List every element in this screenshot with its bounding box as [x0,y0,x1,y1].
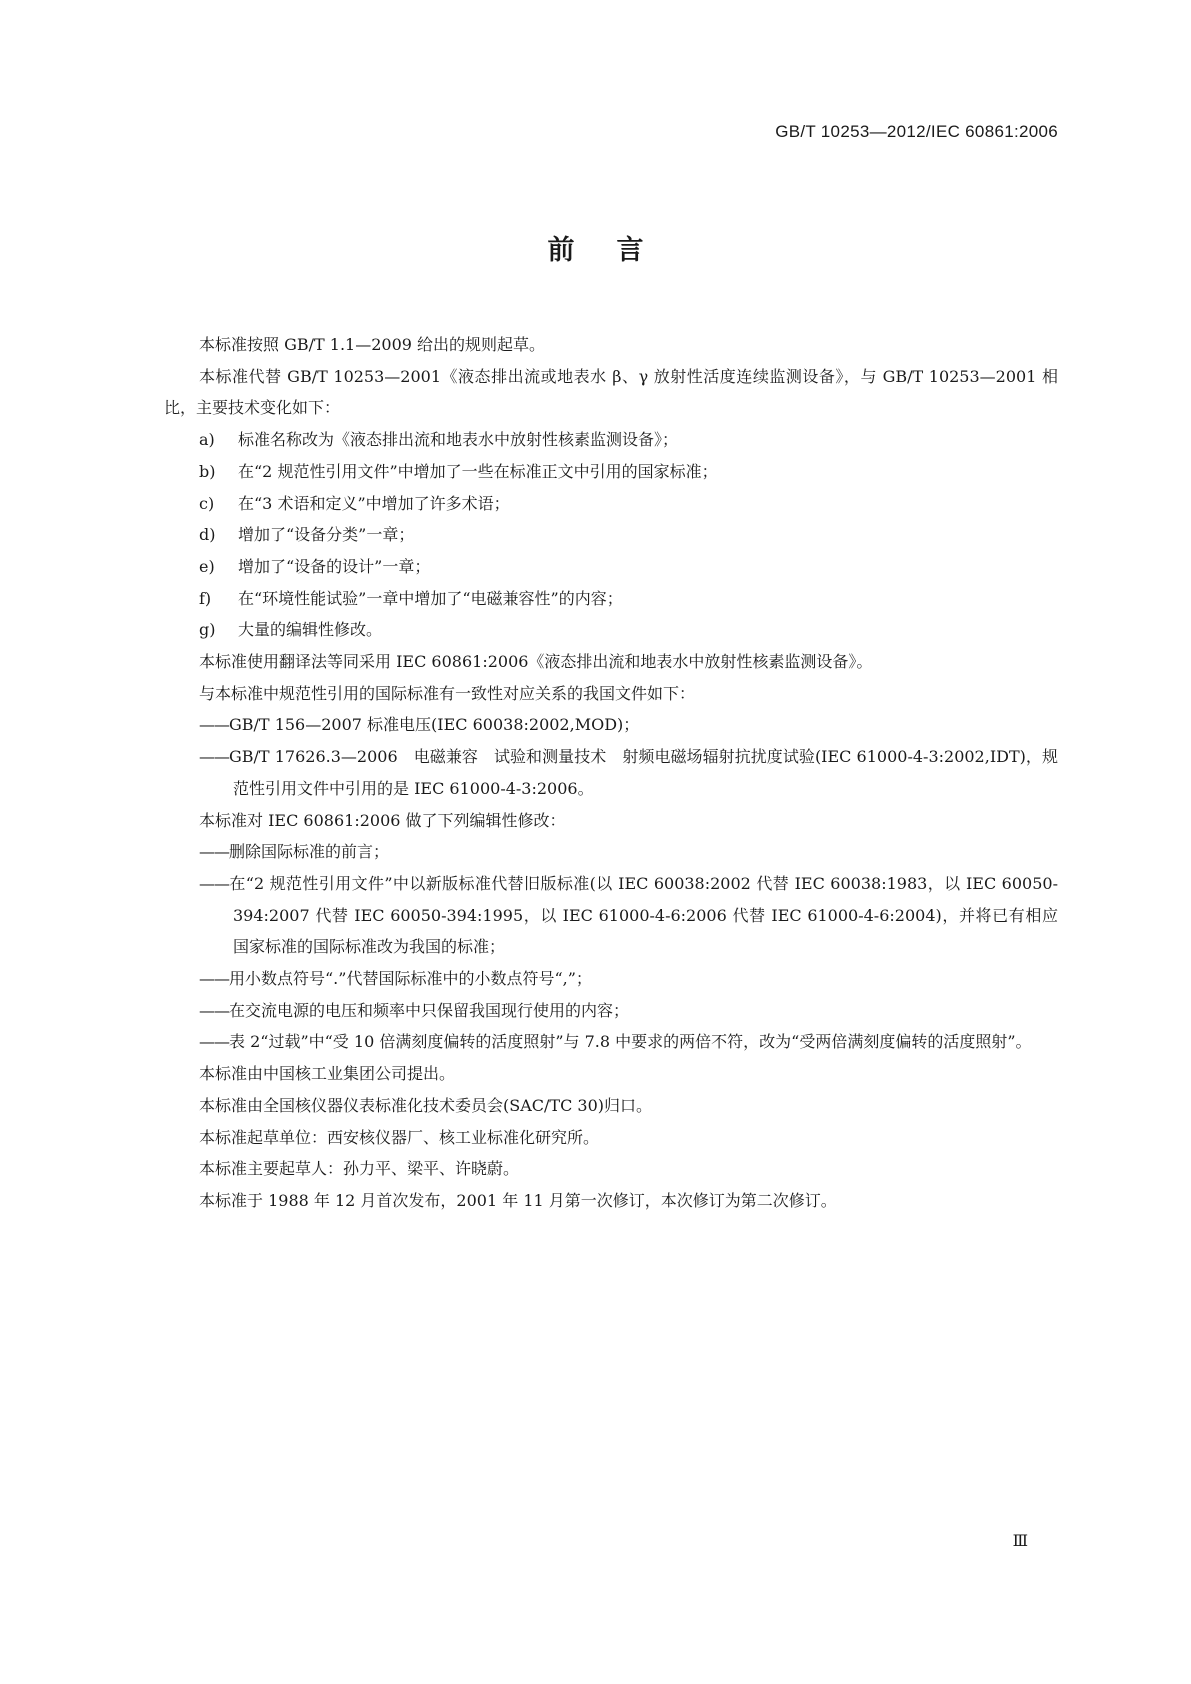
paragraph: 本标准按照 GB/T 1.1—2009 给出的规则起草。 [199,335,546,354]
edit-text: 用小数点符号“.”代替国际标准中的小数点符号“,”； [229,969,592,989]
edit-item [164,868,1058,963]
reference-text: GB/T 156—2007 标准电压(IEC 60038:2002,MOD)； [229,715,640,735]
dash-marker: —— [199,1032,229,1052]
reference-item [164,741,1058,804]
dash-marker: —— [199,842,229,862]
edit-item [164,995,1058,1027]
paragraph: 本标准主要起草人：孙力平、梁平、许晓蔚。 [199,1159,520,1179]
list-item [164,456,1058,488]
paragraph: 与本标准中规范性引用的国际标准有一致性对应关系的我国文件如下： [199,683,696,703]
page-title: 前言 [547,235,686,266]
dash-marker: —— [199,747,229,767]
list-item [164,551,1058,583]
paragraph: 本标准于 1988 年 12 月首次发布，2001 年 11 月第一次修订，本次修订为第二次修订。 [199,1190,837,1210]
list-marker: d) [199,525,216,545]
list-item-text: 增加了“设备分类”一章； [238,525,415,545]
reference-text: GB/T 17626.3—2006 电磁兼容 试验和测量技术 射频电磁场辐射抗扰度试验(IEC 61000-4-3:2002,IDT)，规范性引用文件中引用的是 IEC 61000-4-3:2006。 [229,747,1058,798]
edit-text: 表 2“过载”中“受 10 倍满刻度偏转的活度照射”与 7.8 中要求的两倍不符，改为“受两倍满刻度偏转的活度照射”。 [229,1032,1032,1052]
dash-marker: —— [199,873,229,893]
list-item-text: 在“2 规范性引用文件”中增加了一些在标准正文中引用的国家标准； [238,461,718,481]
page-number: Ⅲ [1012,1531,1028,1550]
list-item-text: 增加了“设备的设计”一章； [238,556,431,576]
list-item [164,614,1058,646]
list-item-text: 标准名称改为《液态排出流和地表水中放射性核素监测设备》； [238,430,679,450]
list-marker: c) [199,493,215,513]
edit-item [164,963,1058,995]
edit-item [164,836,1058,868]
paragraph: 本标准代替 GB/T 10253—2001《液态排出流或地表水 β、γ 放射性活度连续监测设备》，与 GB/T 10253—2001 相比，主要技术变化如下： [164,366,1058,418]
reference-item [164,709,1058,741]
foreword-body [164,329,1058,1217]
list-marker: f) [199,588,212,608]
list-marker: a) [199,430,215,450]
paragraph: 本标准对 IEC 60861:2006 做了下列编辑性修改： [199,810,566,830]
edit-item [164,1026,1058,1058]
dash-marker: —— [199,715,229,735]
edit-text: 在“2 规范性引用文件”中以新版标准代替旧版标准(以 IEC 60038:2002 代替 IEC 60038:1983，以 IEC 60050-394:2007 代替 IEC 60050-394:1995，以 IEC 61000-4-6:2006 代替 IEC 61000-4-6:2004)，并将已有相应国家标准的国际标准改为我国的标准； [229,873,1058,957]
list-item [164,488,1058,520]
list-marker: b) [199,461,216,481]
dash-marker: —— [199,1000,229,1020]
paragraph: 本标准使用翻译法等同采用 IEC 60861:2006《液态排出流和地表水中放射性核素监测设备》。 [199,652,873,672]
list-marker: g) [199,620,216,640]
list-marker: e) [199,556,215,576]
paragraph: 本标准起草单位：西安核仪器厂、核工业标准化研究所。 [199,1127,600,1147]
list-item-text: 大量的编辑性修改。 [238,620,383,640]
paragraph: 本标准由中国核工业集团公司提出。 [199,1064,456,1084]
dash-marker: —— [199,969,229,989]
list-item-text: 在“3 术语和定义”中增加了许多术语； [238,493,510,513]
paragraph: 本标准由全国核仪器仪表标准化技术委员会(SAC/TC 30)归口。 [199,1095,652,1115]
list-item [164,583,1058,615]
edit-text: 删除国际标准的前言； [229,842,390,862]
list-item [164,424,1058,456]
list-item [164,519,1058,551]
standard-code-header: GB/T 10253—2012/IEC 60861:2006 [775,122,1058,141]
edit-text: 在交流电源的电压和频率中只保留我国现行使用的内容； [229,1000,630,1020]
list-item-text: 在“环境性能试验”一章中增加了“电磁兼容性”的内容； [238,588,623,608]
